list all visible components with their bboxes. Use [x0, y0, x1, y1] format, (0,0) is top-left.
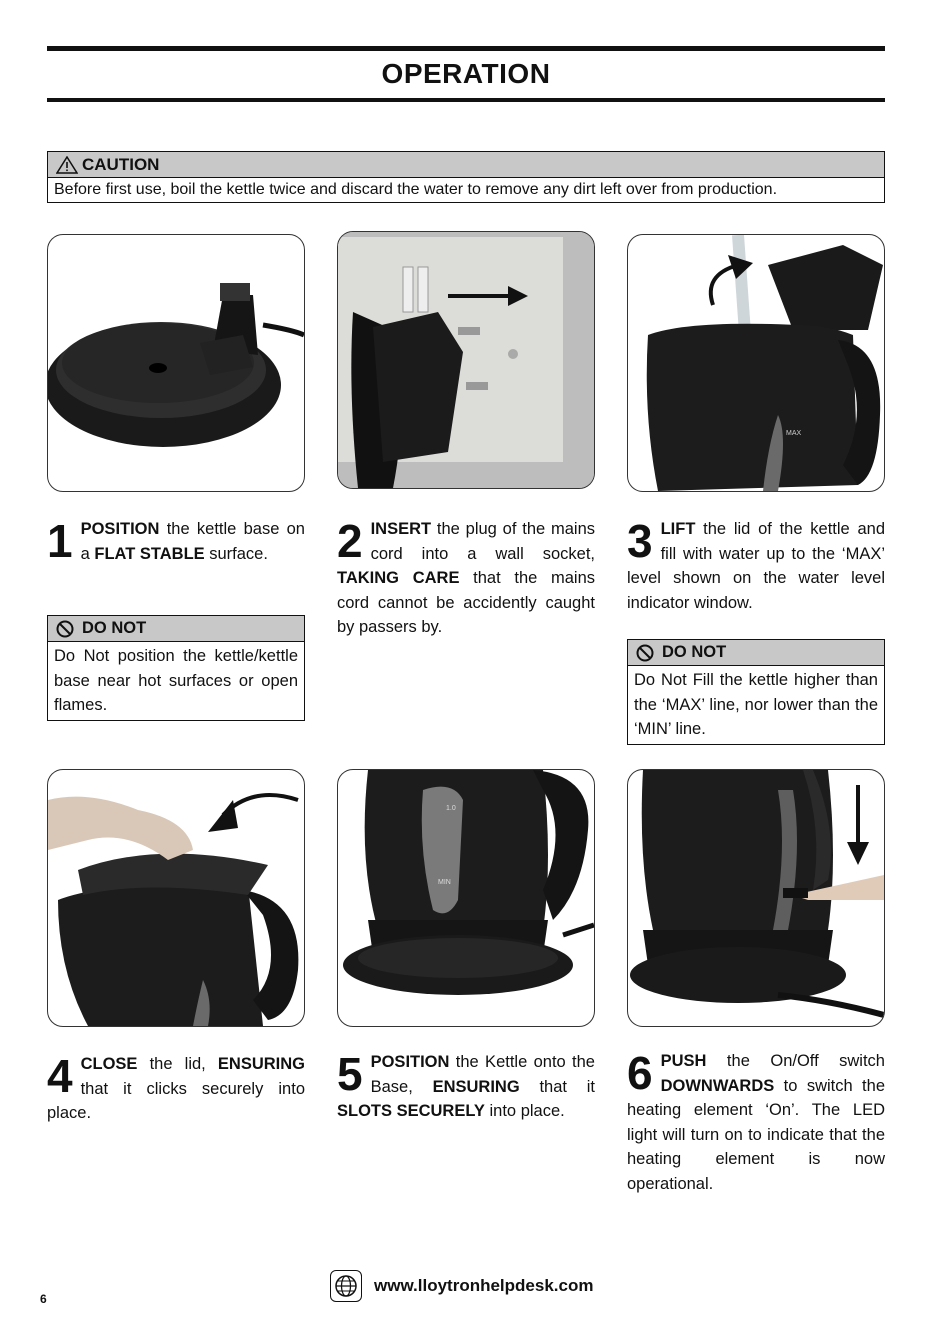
- photo-push-switch: [627, 769, 885, 1027]
- step-6-text: [627, 1049, 885, 1196]
- step-5-text: [337, 1050, 595, 1124]
- donot-2-label: DO NOT: [662, 643, 727, 662]
- body-text: the kettle base on a: [80, 520, 305, 563]
- globe-icon: [330, 1270, 362, 1302]
- body-text: the On/Off switch: [706, 1052, 885, 1070]
- step-3-text: [627, 517, 885, 615]
- caution-box: [47, 151, 885, 203]
- step-2-number: 2: [337, 515, 363, 567]
- donot-box-2: [627, 639, 885, 745]
- photo-position-base: [337, 769, 595, 1027]
- emphasis-text: ENSURING: [217, 1055, 305, 1073]
- body-text: that the mains cord cannot be accidently caught by passers by.: [337, 569, 595, 636]
- donot-2-text: Do Not Fill the kettle higher than the ‘MAX’ line, nor lower than the ‘MIN’ line.: [634, 671, 878, 738]
- step-1-number: 1: [47, 515, 73, 567]
- step-2-body: [337, 515, 595, 636]
- emphasis-text: TAKING CARE: [337, 569, 460, 587]
- helpdesk-url-link[interactable]: www.lloytronhelpdesk.com: [374, 1276, 594, 1295]
- donot-1-text: Do Not position the kettle/kettle base near hot surfaces or open flames.: [54, 647, 298, 714]
- photo5-min-label: MIN: [438, 879, 451, 886]
- donot-1-label: DO NOT: [82, 619, 147, 638]
- emphasis-text: ENSURING: [432, 1077, 520, 1096]
- emphasis-text: POSITION: [80, 520, 160, 538]
- caution-text: Before first use, boil the kettle twice and discard the water to remove any dirt left over from production.: [54, 181, 778, 198]
- photo-lift-lid: [627, 234, 885, 492]
- emphasis-text: PUSH: [660, 1052, 707, 1070]
- body-text: to switch the heating element ‘On’. The LED light will turn on to indicate that the heating element is now operational.: [627, 1076, 885, 1193]
- emphasis-text: CLOSE: [80, 1055, 138, 1073]
- body-text: into place.: [484, 1102, 565, 1120]
- warning-icon: [56, 156, 78, 174]
- donot-2-header: [628, 640, 884, 666]
- step-2-text: [337, 517, 595, 640]
- step-3-body: [627, 515, 885, 612]
- header-rule-bottom: [47, 98, 885, 102]
- emphasis-text: SLOTS SECURELY: [337, 1102, 485, 1120]
- photo5-level-top: 1.0: [446, 805, 456, 812]
- step-6-body: [627, 1047, 885, 1193]
- photo3-max-label: MAX: [786, 430, 802, 437]
- caution-label: CAUTION: [82, 155, 160, 174]
- header-rule-top: [47, 46, 885, 51]
- body-text: the lid of the kettle and fill with water up to the ‘MAX’ level shown on the water level indicator window.: [627, 520, 885, 612]
- body-text: the lid,: [137, 1055, 218, 1073]
- prohibited-icon: [56, 620, 74, 638]
- step-4-body: [47, 1050, 305, 1122]
- photo-kettle-base: [47, 234, 305, 492]
- body-text: the Kettle onto the Base,: [370, 1053, 595, 1096]
- step-4-number: 4: [47, 1050, 73, 1102]
- step-1-text: [47, 517, 305, 566]
- prohibited-icon: [636, 644, 654, 662]
- step-3-number: 3: [627, 515, 653, 567]
- caution-header: [48, 152, 884, 178]
- donot-1-header: [48, 616, 304, 642]
- step-5-body: [337, 1048, 595, 1120]
- donot-box-1: [47, 615, 305, 721]
- emphasis-text: POSITION: [370, 1053, 450, 1071]
- emphasis-text: LIFT: [660, 520, 696, 538]
- body-text: surface.: [204, 544, 268, 563]
- photo-close-lid: [47, 769, 305, 1027]
- step-6-number: 6: [627, 1047, 653, 1099]
- emphasis-text: INSERT: [370, 520, 432, 538]
- photo-plug-socket: [337, 231, 595, 489]
- body-text: that it clicks securely into place.: [47, 1079, 305, 1122]
- step-1-body: [81, 520, 305, 563]
- step-5-number: 5: [337, 1048, 363, 1100]
- page-title: OPERATION: [381, 58, 551, 89]
- emphasis-text: DOWNWARDS: [660, 1076, 775, 1095]
- page-number: 6: [40, 1292, 47, 1306]
- emphasis-text: FLAT STABLE: [94, 544, 205, 563]
- step-4-text: [47, 1052, 305, 1126]
- body-text: that it: [519, 1077, 595, 1096]
- body-text: the plug of the mains cord into a wall socket,: [370, 520, 595, 563]
